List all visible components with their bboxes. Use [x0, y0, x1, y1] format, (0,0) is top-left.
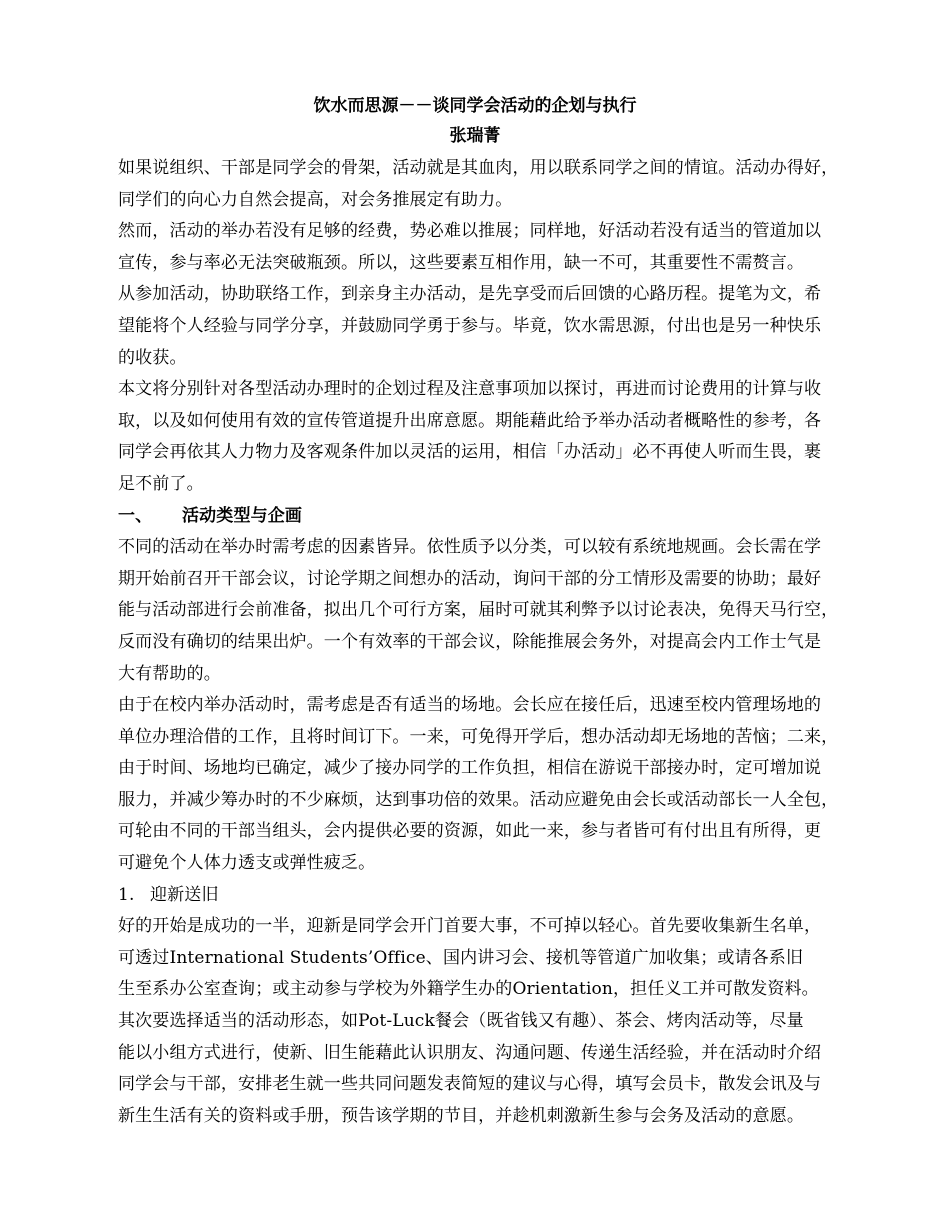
body-line: 宣传，参与率必无法突破瓶颈。所以，这些要素互相作用，缺一不可，其重要性不需赘言。: [118, 252, 804, 273]
body-line: 可轮由不同的干部当组头，会内提供必要的资源，如此一来，参与者皆可有付出且有所得，更: [118, 821, 822, 842]
subsection-title: 迎新送旧: [150, 884, 219, 905]
body-line: 能以小组方式进行，使新、旧生能藉此认识朋友、沟通问题、传递生活经验，并在活动时介绍: [118, 1042, 822, 1063]
body-line: 大有帮助的。: [118, 663, 221, 684]
body-line: 其次要选择适当的活动形态，如Pot-Luck餐会（既省钱又有趣）、茶会、烤肉活动等，尽量: [118, 1011, 804, 1032]
body-line: 期开始前召开干部会议，讨论学期之间想办的活动，询问干部的分工情形及需要的协助；最好: [118, 568, 822, 589]
body-line: 同学会再依其人力物力及客观条件加以灵活的运用，相信「办活动」必不再使人听而生畏，裹: [118, 442, 822, 463]
body-line: 不同的活动在举办时需考虑的因素皆异。依性质予以分类，可以较有系统地规画。会长需在学: [118, 537, 822, 558]
body-line: 足不前了。: [118, 473, 204, 494]
document-body: [118, 153, 893, 1132]
body-line: 服力，并减少筹办时的不少麻烦，达到事功倍的效果。活动应避免由会长或活动部长一人全包，: [118, 789, 839, 810]
document-author: 张瑞菁: [449, 126, 501, 146]
body-line: 由于在校内举办活动时，需考虑是否有适当的场地。会长应在接任后，迅速至校内管理场地的: [118, 695, 822, 716]
section-heading: [118, 501, 893, 533]
body-line: 取，以及如何使用有效的宣传管道提升出席意愿。期能藉此给予举办活动者概略性的参考，各: [118, 410, 822, 431]
subsection-heading: [118, 880, 893, 912]
body-line: 望能将个人经验与同学分享，并鼓励同学勇于参与。毕竟，饮水需思源，付出也是另一种快乐: [118, 315, 822, 336]
body-line: 好的开始是成功的一半，迎新是同学会开门首要大事，不可掉以轻心。首先要收集新生名单，: [118, 916, 822, 937]
body-line: 然而，活动的举办若没有足够的经费，势必难以推展；同样地，好活动若没有适当的管道加以: [118, 221, 822, 242]
body-line: 从参加活动，协助联络工作，到亲身主办活动，是先享受而后回馈的心路历程。提笔为文，希: [118, 284, 822, 305]
body-line: 生至系办公室查询；或主动参与学校为外籍学生办的Orientation，担任义工并可散发资料。: [118, 979, 819, 1000]
body-line: 能与活动部进行会前准备，拟出几个可行方案，届时可就其利弊予以讨论表决，免得天马行空，: [118, 600, 839, 621]
body-line: 可避免个人体力透支或弹性疲乏。: [118, 853, 376, 874]
section-title: 活动类型与企画: [182, 505, 303, 526]
body-line: 单位办理洽借的工作，且将时间订下。一来，可免得开学后，想办活动却无场地的苦恼；二来，: [118, 726, 839, 747]
body-line: 的收获。: [118, 347, 187, 368]
subsection-number: 1.: [118, 884, 135, 905]
document-title: 饮水而思源－－谈同学会活动的企划与执行: [313, 96, 637, 116]
body-line: 新生生活有关的资料或手册，预告该学期的节目，并趁机刺激新生参与会务及活动的意愿。: [118, 1105, 804, 1126]
body-line: 由于时间、场地均已确定，减少了接办同学的工作负担，相信在游说干部接办时，定可增加说: [118, 758, 822, 779]
body-line: 如果说组织、干部是同学会的骨架，活动就是其血肉，用以联系同学之间的情谊。活动办得好，: [118, 158, 839, 178]
body-line: 同学们的向心力自然会提高，对会务推展定有助力。: [118, 189, 513, 210]
body-line: 反而没有确切的结果出炉。一个有效率的干部会议，除能推展会务外，对提高会内工作士气是: [118, 631, 822, 652]
section-number: 一、: [118, 505, 153, 526]
body-line: 可透过International Students’Office、国内讲习会、接机等管道广加收集；或请各系旧: [118, 947, 804, 968]
body-line: 本文将分别针对各型活动办理时的企划过程及注意事项加以探讨，再进而讨论费用的计算与收: [118, 379, 822, 400]
body-line: 同学会与干部，安排老生就一些共同问题发表简短的建议与心得，填写会员卡，散发会讯及与: [118, 1074, 822, 1095]
